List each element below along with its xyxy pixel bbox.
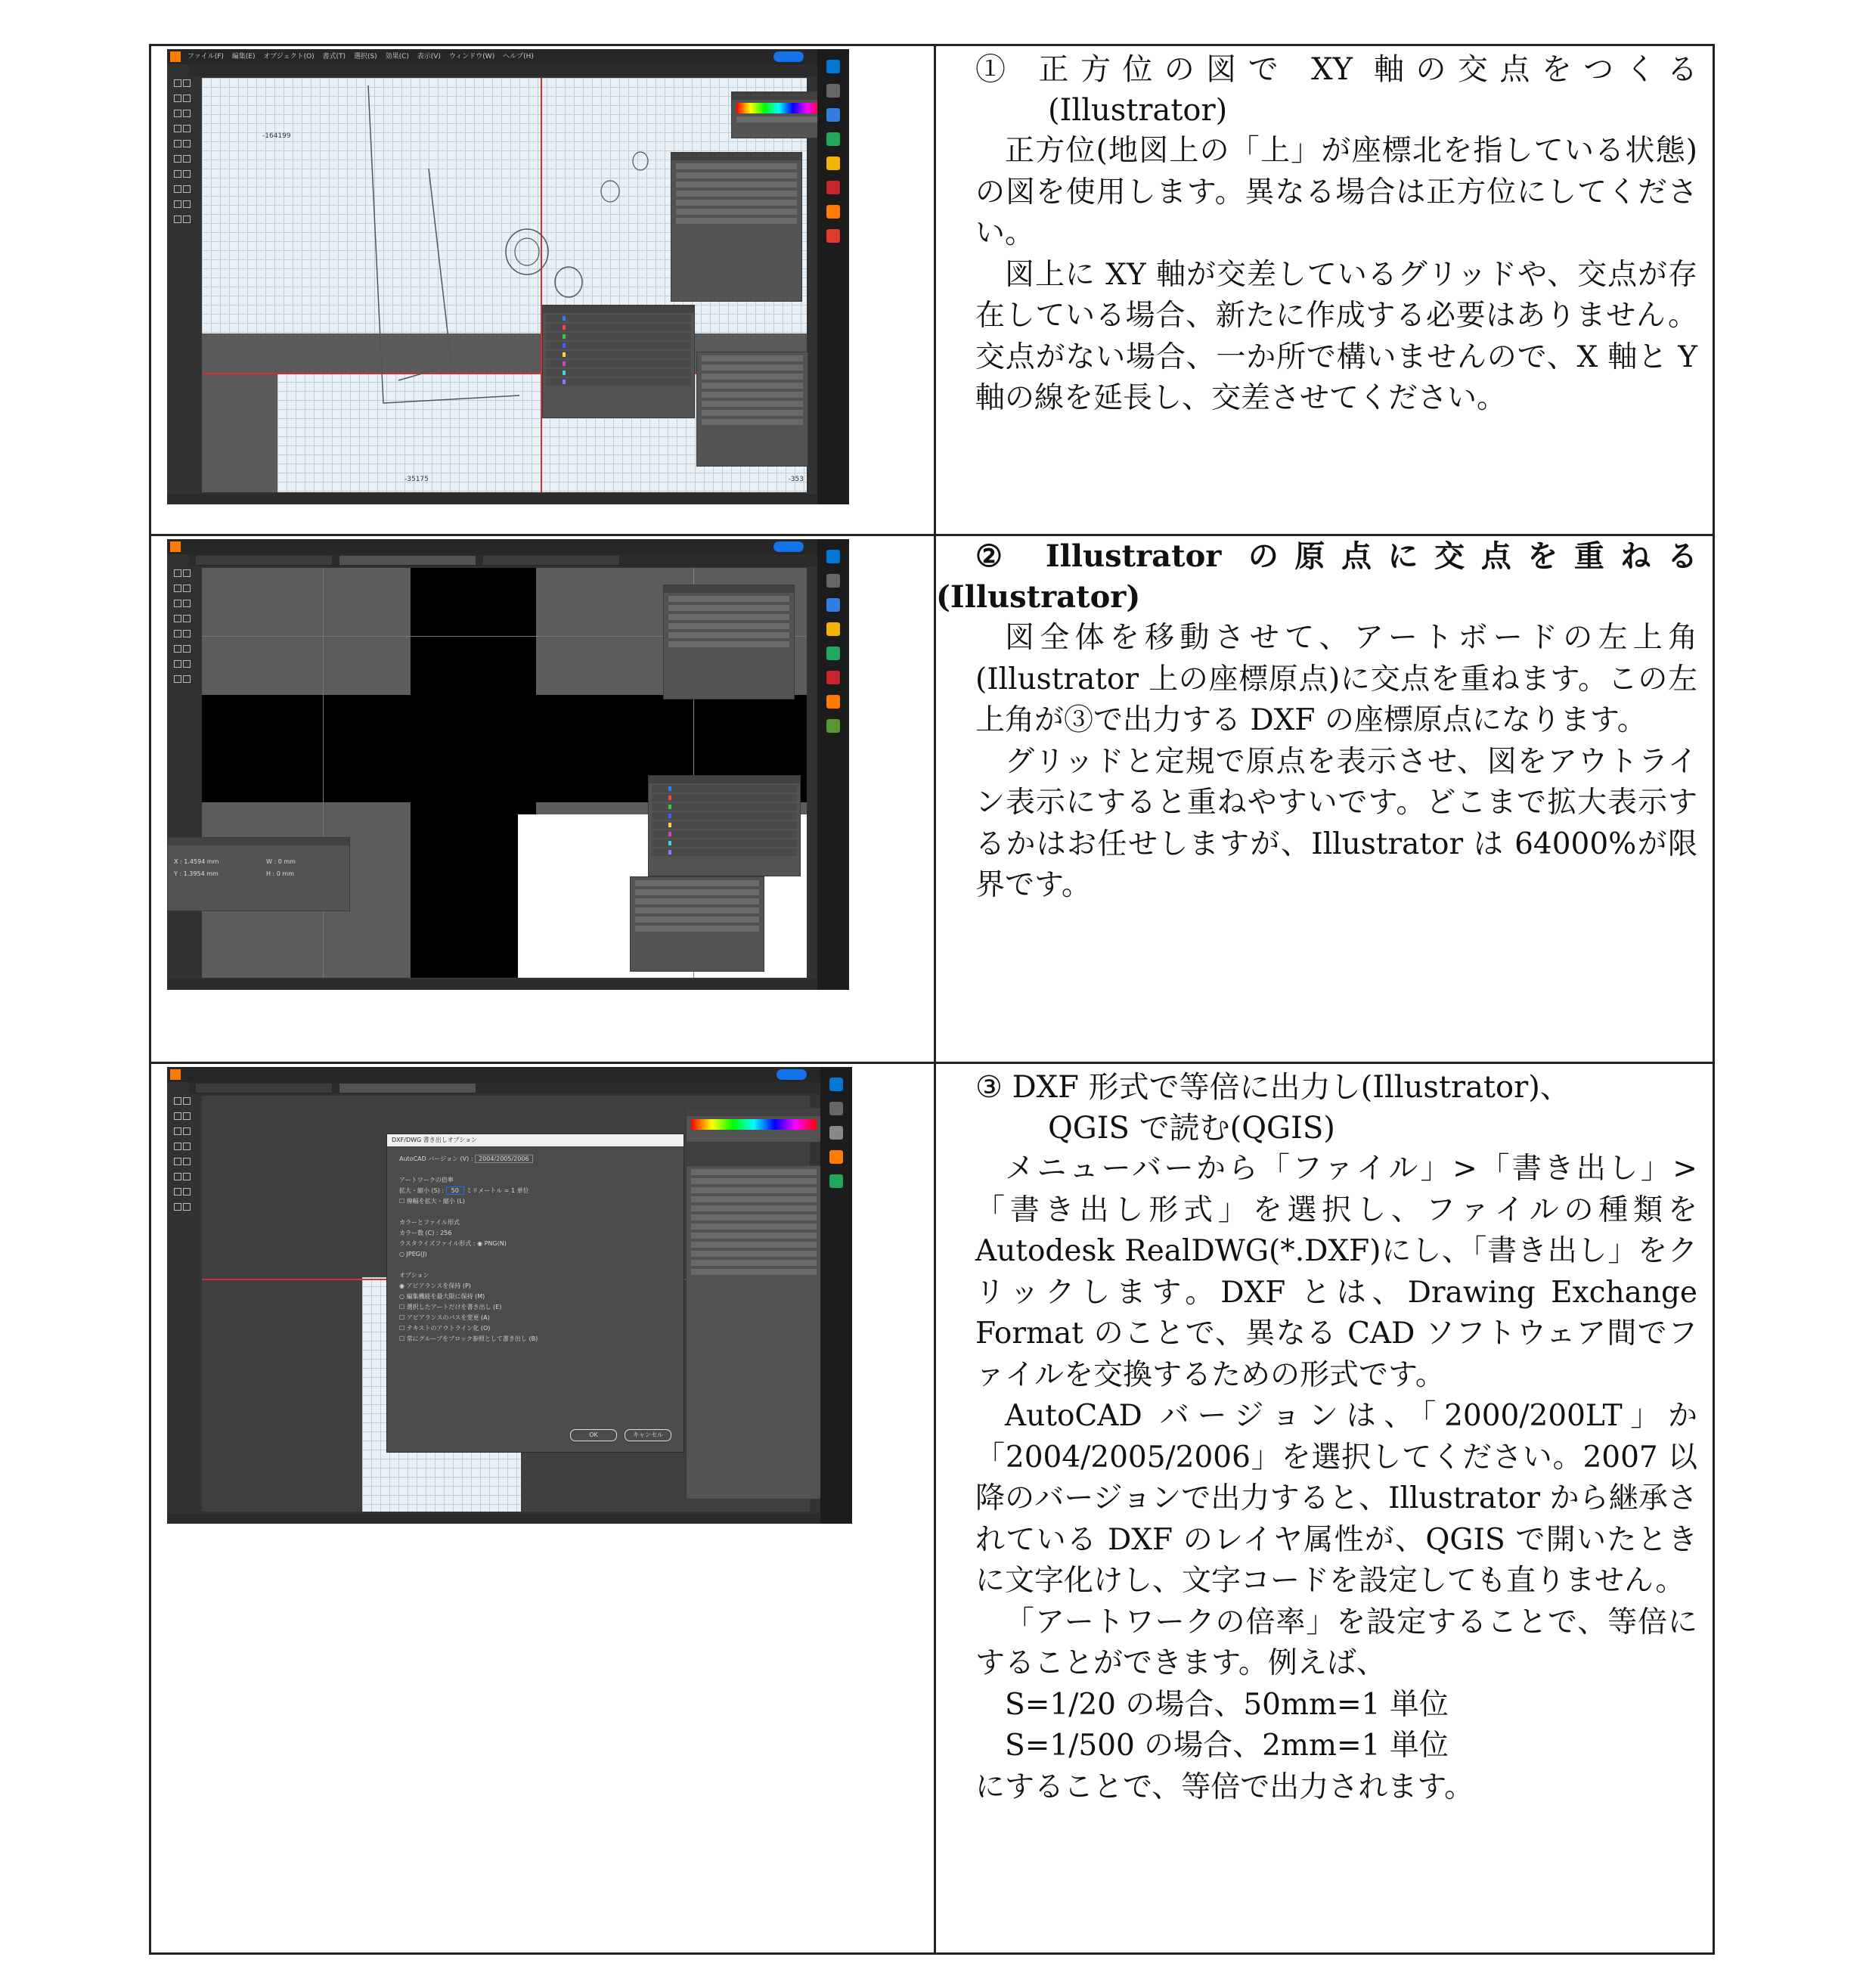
section-heading-2: [936, 536, 1697, 618]
scale-units-label: 単位: [516, 1187, 529, 1194]
layer-row[interactable]: [652, 785, 797, 792]
illustrator-logo-icon: [170, 1069, 181, 1080]
layer-row[interactable]: [546, 378, 691, 386]
document-tabs: [188, 554, 817, 566]
color-panel[interactable]: [731, 91, 826, 138]
cancel-button[interactable]: キャンセル: [625, 1429, 671, 1441]
properties-panel[interactable]: [630, 876, 764, 972]
info-y-value: Y : 1.3954 mm: [174, 870, 219, 877]
menu-edit[interactable]: 編集(E): [231, 53, 256, 60]
layer-row[interactable]: [546, 369, 691, 377]
info-panel[interactable]: [167, 837, 350, 911]
tool-panel[interactable]: [172, 569, 191, 975]
section-heading-3: [975, 1067, 1697, 1149]
option-item: テキストのアウトライン化 (O): [406, 1325, 491, 1332]
paragraph: 図上に XY 軸が交差しているグリッドや、交点が存在している場合、新たに作成する必要はありません。交点がない場合、一か所で構いませんので、X 軸と Y 軸の線を延長し、交差させてください。: [975, 257, 1697, 415]
checkbox-icon[interactable]: ☐: [399, 1325, 405, 1332]
windows-taskbar: [817, 539, 849, 990]
dialog-title: DXF/DWG 書き出しオプション: [387, 1134, 684, 1146]
menu-window[interactable]: ウィンドウ(W): [448, 53, 495, 60]
tool-panel[interactable]: [172, 1097, 191, 1509]
document-tabs: [188, 64, 817, 76]
option-item: 常にグループをブロック参照として書き出し (B): [406, 1335, 538, 1342]
layer-row[interactable]: [652, 812, 797, 820]
ok-button[interactable]: OK: [570, 1429, 617, 1441]
checkbox-icon[interactable]: ☐: [399, 1304, 405, 1310]
windows-taskbar: [817, 49, 849, 504]
scale-input[interactable]: 50: [446, 1186, 464, 1195]
properties-panel[interactable]: [696, 352, 808, 467]
table-row: [150, 1063, 1714, 1954]
illustrator-logo-icon: [170, 541, 181, 552]
paragraph: 「アートワークの倍率」を設定することで、等倍にすることができます。例えば、: [975, 1605, 1697, 1680]
scale-units-input[interactable]: 1: [511, 1187, 516, 1194]
info-w-value: W : 0 mm: [266, 858, 296, 865]
screenshot-cell: [150, 45, 935, 535]
menu-view[interactable]: 表示(V): [417, 53, 441, 60]
section-body-1: [975, 131, 1697, 420]
radio-off-icon[interactable]: ○: [399, 1293, 405, 1300]
menu-bar: [167, 1067, 820, 1082]
section-body-3: [975, 1149, 1697, 1808]
section-heading-3-line1: ③ DXF 形式で等倍に出力し(Illustrator)、: [975, 1070, 1570, 1105]
share-button[interactable]: [773, 541, 804, 552]
illustrator-screenshot-1: [167, 49, 849, 504]
illustrator-screenshot-3: [167, 1067, 852, 1524]
menu-file[interactable]: ファイル(F): [187, 53, 224, 60]
paragraph: 図全体を移動させて、アートボードの左上角(Illustrator 上の座標原点)に交点を重ねます。この左上角が③で出力する DXF の座標原点になります。: [975, 621, 1697, 737]
status-bar: [167, 494, 817, 504]
layer-row[interactable]: [546, 315, 691, 322]
layer-row[interactable]: [546, 360, 691, 368]
color-section-title: カラーとファイル形式: [399, 1219, 460, 1226]
section-heading-2-line2: (Illustrator): [936, 579, 1141, 615]
coord-label-x2: -353: [788, 476, 804, 483]
illustrator-screenshot-2: [167, 539, 849, 990]
option-item: アピアランスを保持 (P): [406, 1282, 471, 1289]
layer-row[interactable]: [652, 830, 797, 838]
section-heading-1: [975, 49, 1697, 131]
menu-help[interactable]: ヘルプ(H): [503, 53, 534, 60]
layer-row[interactable]: [652, 821, 797, 829]
menu-bar: [167, 539, 817, 554]
layer-row[interactable]: [652, 803, 797, 811]
autocad-version-label: AutoCAD バージョン (V) :: [399, 1155, 473, 1162]
paragraph: AutoCAD バージョンは、「2000/200LT」か「2004/2005/2006」を選択してください。2007 以降のバージョンで出力すると、Illustrator から継承されている DXF のレイヤ属性が、QGIS で開いたときに文字化けし、文字コードを設定しても直りません。: [975, 1399, 1697, 1598]
section-heading-3-line2: QGIS で読む(QGIS): [1048, 1111, 1335, 1146]
color-count-label: カラー数 (C) :: [399, 1230, 439, 1236]
option-item: 編集機能を最大限に保持 (M): [406, 1293, 485, 1300]
option-item: アピアランスのパスを変更 (A): [406, 1314, 490, 1321]
autocad-version-select[interactable]: 2004/2005/2006: [475, 1155, 532, 1163]
section-heading-1-line2: (Illustrator): [1048, 93, 1228, 128]
text-cell: [935, 535, 1714, 1063]
scale-section-title: アートワークの倍率: [399, 1177, 454, 1183]
example-line: S=1/500 の場合、2mm=1 単位: [1005, 1729, 1449, 1763]
example-line: S=1/20 の場合、50mm=1 単位: [1005, 1687, 1449, 1722]
paragraph: 正方位(地図上の「上」が座標北を指している状態)の図を使用します。異なる場合は正方位にしてください。: [975, 134, 1697, 250]
scale-label: 拡大・縮小 (S) :: [399, 1187, 445, 1194]
info-x-value: X : 1.4594 mm: [174, 858, 219, 865]
document-table: [149, 44, 1715, 1955]
coord-label-x: -35175: [405, 476, 429, 483]
stroke-panel[interactable]: [671, 152, 802, 302]
document-tabs: [188, 1082, 820, 1094]
raster-png-option: PNG(N): [484, 1240, 507, 1247]
properties-panel[interactable]: [686, 1165, 822, 1500]
section-body-2: [975, 618, 1697, 907]
table-row: [150, 535, 1714, 1063]
menu-effect[interactable]: 効果(C): [385, 53, 409, 60]
screenshot-cell: [150, 535, 935, 1063]
layers-panel[interactable]: [542, 305, 695, 418]
screenshot-cell: [150, 1063, 935, 1954]
menu-select[interactable]: 選択(S): [353, 53, 377, 60]
menu-object[interactable]: オブジェクト(O): [263, 53, 315, 60]
section-heading-1-line1: ① 正方位の図で XY 軸の交点をつくる: [975, 52, 1697, 87]
color-count-select[interactable]: 256: [440, 1230, 452, 1236]
dxf-export-dialog[interactable]: [386, 1134, 684, 1453]
option-item: 選択したアートだけを書き出し (E): [406, 1304, 502, 1310]
raster-jpeg-option: JPEG(J): [406, 1251, 427, 1258]
share-button[interactable]: [773, 51, 804, 62]
text-cell: [935, 1063, 1714, 1954]
illustrator-logo-icon: [170, 51, 181, 62]
radio-on-icon[interactable]: ◉: [399, 1282, 405, 1289]
color-panel[interactable]: [686, 1108, 822, 1143]
paragraph: にすることで、等倍で出力されます。: [975, 1769, 1474, 1804]
layer-row[interactable]: [652, 839, 797, 847]
layer-row[interactable]: [546, 351, 691, 358]
checkbox-icon[interactable]: ☐: [399, 1314, 405, 1321]
coord-label-y: -164199: [262, 132, 291, 140]
checkbox-icon[interactable]: ☐: [399, 1198, 405, 1205]
radio-off-icon[interactable]: ○: [399, 1251, 405, 1258]
layer-row[interactable]: [546, 342, 691, 349]
checkbox-icon[interactable]: ☐: [399, 1335, 405, 1342]
paragraph: メニューバーから「ファイル」>「書き出し」>「書き出し形式」を選択し、ファイルの種類を Autodesk RealDWG(*.DXF)にし、「書き出し」をクリックします。DXF とは、Drawing Exchange Format のことで、異なる CAD ソフトウェア間でファイルを交換するための形式です。: [975, 1152, 1697, 1392]
layer-row[interactable]: [546, 324, 691, 331]
layers-panel[interactable]: [648, 775, 801, 876]
layer-row[interactable]: [652, 794, 797, 802]
scale-unit-select[interactable]: ミリメートル: [466, 1187, 503, 1194]
scale-lines-option: 線幅を拡大・縮小 (L): [406, 1198, 465, 1205]
layer-row[interactable]: [652, 848, 797, 856]
scale-equals: =: [504, 1187, 510, 1194]
options-section-title: オプション: [399, 1272, 429, 1279]
radio-on-icon[interactable]: ◉: [477, 1240, 483, 1247]
layer-row[interactable]: [546, 333, 691, 340]
info-h-value: H : 0 mm: [266, 870, 295, 877]
share-button[interactable]: [777, 1069, 807, 1080]
menu-bar: [167, 49, 817, 64]
paragraph: グリッドと定規で原点を表示させ、図をアウトライン表示にすると重ねやすいです。どこまで拡大表示するかはお任せしますが、Illustrator は 64000%が限界です。: [975, 744, 1697, 902]
status-bar: [167, 1513, 820, 1524]
windows-taskbar: [820, 1067, 852, 1524]
status-bar: [167, 979, 817, 990]
section-heading-2-line1: ② Illustrator の原点に交点を重ねる: [975, 538, 1697, 574]
align-panel[interactable]: [663, 585, 795, 699]
tool-panel[interactable]: [172, 79, 191, 489]
text-cell: [935, 45, 1714, 535]
table-row: [150, 45, 1714, 535]
menu-type[interactable]: 書式(T): [322, 53, 346, 60]
raster-format-label: ラスタライズファイル形式 :: [399, 1240, 476, 1247]
